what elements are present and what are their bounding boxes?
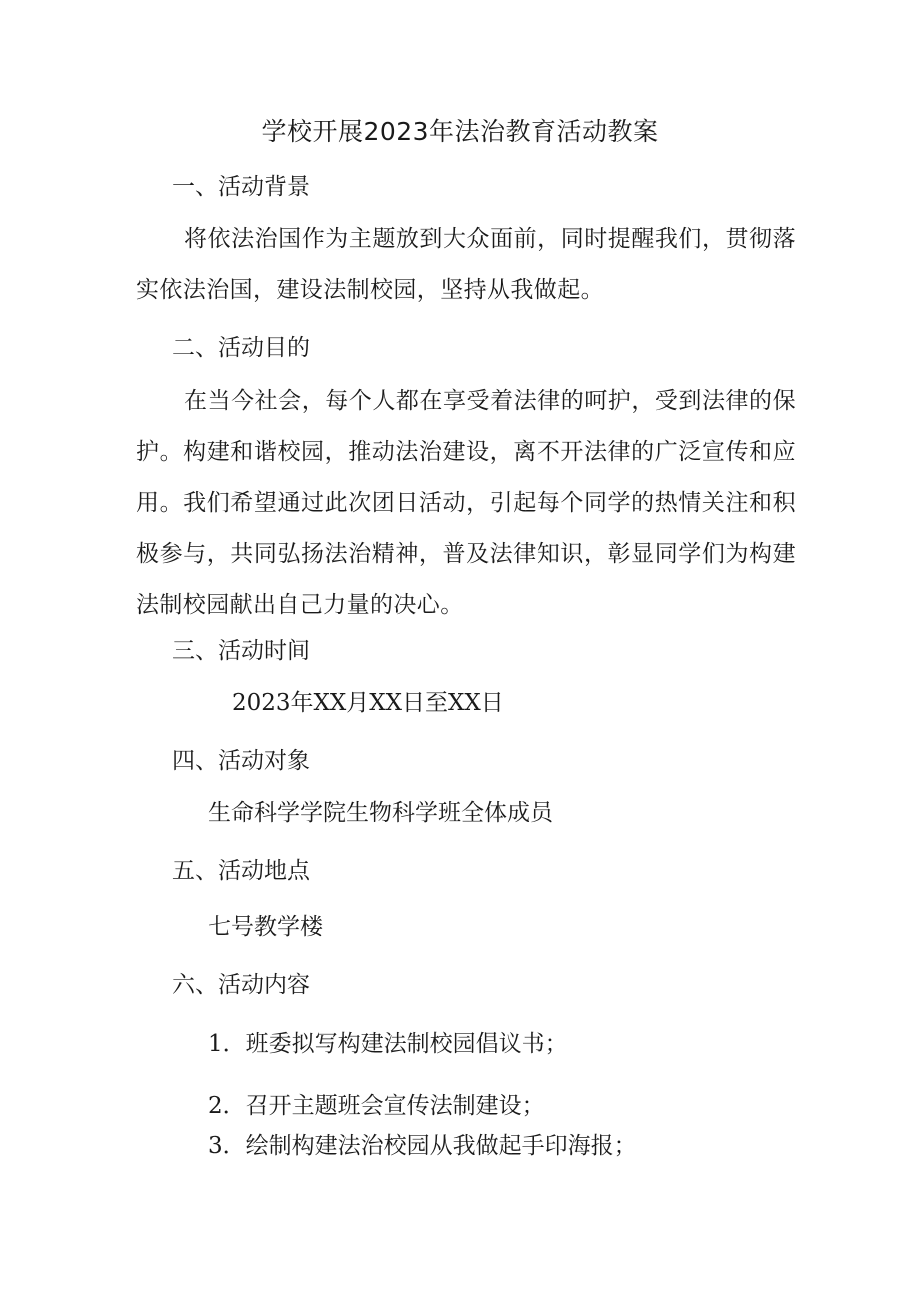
content-list-item: 2．召开主题班会宣传法制建设；: [208, 1093, 545, 1119]
section-body-location: 七号教学楼: [208, 914, 323, 940]
section-heading-location: 五、活动地点: [172, 858, 310, 884]
section-heading-audience: 四、活动对象: [172, 748, 310, 774]
section-heading-purpose: 二、活动目的: [172, 335, 310, 361]
document-title: 学校开展2023年法治教育活动教案: [261, 117, 659, 146]
section-heading-content: 六、活动内容: [172, 972, 310, 998]
section-body-background: 将依法治国作为主题放到大众面前，同时提醒我们，贯彻落实依法治国，建设法制校园，坚持从我做起。: [136, 226, 796, 303]
section-heading-background: 一、活动背景: [172, 174, 310, 200]
section-body-time: 2023年XX月XX日至XX日: [232, 690, 504, 716]
content-list-item: 1．班委拟写构建法制校园倡议书；: [208, 1031, 568, 1057]
content-list-item: 3．绘制构建法治校园从我做起手印海报；: [208, 1133, 637, 1159]
section-heading-time: 三、活动时间: [172, 638, 310, 664]
section-body-purpose: 在当今社会，每个人都在享受着法律的呵护，受到法律的保护。构建和谐校园，推动法治建设，离不开法律的广泛宣传和应用。我们希望通过此次团日活动，引起每个同学的热情关注和积极参与，共同弘扬法治精神，普及法律知识，彰显同学们为构建法制校园献出自己力量的决心。: [136, 388, 796, 618]
section-body-audience: 生命科学学院生物科学班全体成员: [208, 800, 553, 826]
